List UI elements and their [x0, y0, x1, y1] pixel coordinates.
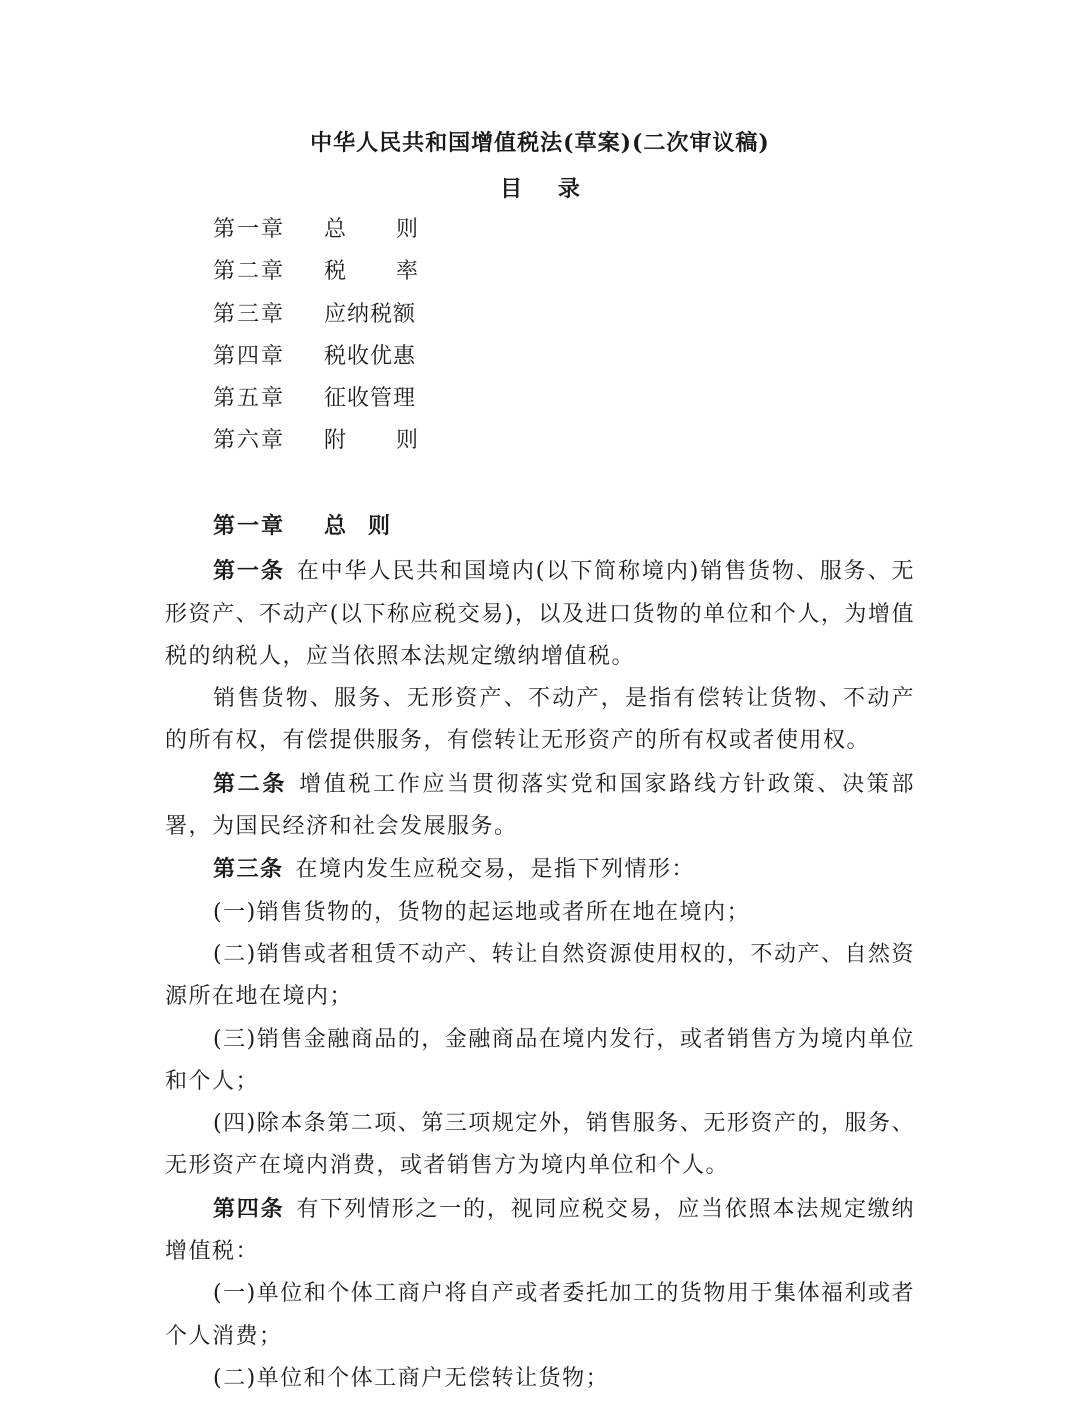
paragraph-text: (一)销售货物的，货物的起运地或者所在地在境内；	[213, 899, 751, 925]
toc-item	[213, 212, 419, 254]
table-of-contents	[213, 212, 419, 466]
toc-chapter-name: 应纳税额	[324, 301, 417, 327]
paragraph-text: (一)单位和个体工商户将自产或者委托加工的货物用于集体福利或者个人消费；	[165, 1281, 915, 1349]
paragraph	[165, 1103, 915, 1188]
paragraph	[165, 1273, 915, 1358]
paragraph-text: (四)除本条第二项、第三项规定外，销售服务、无形资产的，服务、无形资产在境内消费，或者销售方为境内单位和个人。	[165, 1111, 915, 1179]
toc-chapter-name: 税收优惠	[324, 343, 417, 369]
paragraph-text: 在境内发生应税交易，是指下列情形：	[295, 857, 696, 883]
paragraph	[165, 678, 915, 763]
paragraph	[165, 934, 915, 1019]
toc-chapter: 第三章	[213, 301, 286, 327]
article-number: 第三条	[213, 856, 284, 883]
paragraph-text: 在中华人民共和国境内(以下简称境内)销售货物、服务、无形资产、不动产(以下称应税交易)，以及进口货物的单位和个人，为增值税的纳税人，应当依照本法规定缴纳增值税。	[165, 559, 915, 669]
toc-chapter-name: 征收管理	[324, 386, 417, 412]
paragraph	[165, 892, 915, 934]
toc-item	[213, 339, 419, 381]
paragraph	[165, 1019, 915, 1104]
paragraph	[165, 763, 915, 849]
toc-item	[213, 381, 419, 423]
toc-chapter-name: 总 则	[324, 217, 419, 242]
toc-heading: 目 录	[500, 176, 594, 202]
paragraph-text: 有下列情形之一的，视同应税交易，应当依照本法规定缴纳增值税：	[165, 1196, 915, 1265]
document-title: 中华人民共和国增值税法(草案)(二次审议稿)	[310, 130, 770, 156]
chapter-number: 第一章	[213, 513, 286, 539]
toc-chapter-name: 税 率	[324, 259, 419, 285]
toc-chapter: 第六章	[213, 428, 286, 454]
toc-item	[213, 254, 419, 296]
article-number: 第一条	[213, 558, 285, 585]
toc-chapter: 第二章	[213, 259, 286, 285]
paragraph	[165, 848, 915, 891]
paragraph-text: 销售货物、服务、无形资产、不动产，是指有偿转让货物、不动产的所有权，有偿提供服务，有偿转让无形资产的所有权或者使用权。	[165, 686, 915, 754]
paragraph	[165, 1188, 915, 1274]
paragraph-text: (二)单位和个体工商户无偿转让货物；	[213, 1365, 610, 1391]
toc-chapter: 第五章	[213, 386, 286, 412]
paragraph-text: (三)销售金融商品的，金融商品在境内发行，或者销售方为境内单位和个人；	[165, 1026, 915, 1094]
toc-chapter: 第一章	[213, 217, 286, 242]
article-number: 第四条	[213, 1195, 285, 1222]
paragraph	[165, 1358, 915, 1400]
toc-item	[213, 423, 419, 465]
toc-chapter: 第四章	[213, 343, 286, 369]
toc-item	[213, 297, 419, 339]
chapter-heading	[165, 508, 915, 550]
paragraph-text: 增值税工作应当贯彻落实党和国家路线方针政策、决策部署，为国民经济和社会发展服务。	[165, 771, 915, 840]
chapter-name: 总则	[324, 513, 413, 539]
article-number: 第二条	[213, 770, 288, 797]
toc-chapter-name: 附 则	[324, 428, 419, 454]
document-body	[165, 508, 915, 1400]
paragraph-text: (二)销售或者租赁不动产、转让自然资源使用权的，不动产、自然资源所在地在境内；	[165, 941, 915, 1010]
paragraph	[165, 550, 915, 678]
